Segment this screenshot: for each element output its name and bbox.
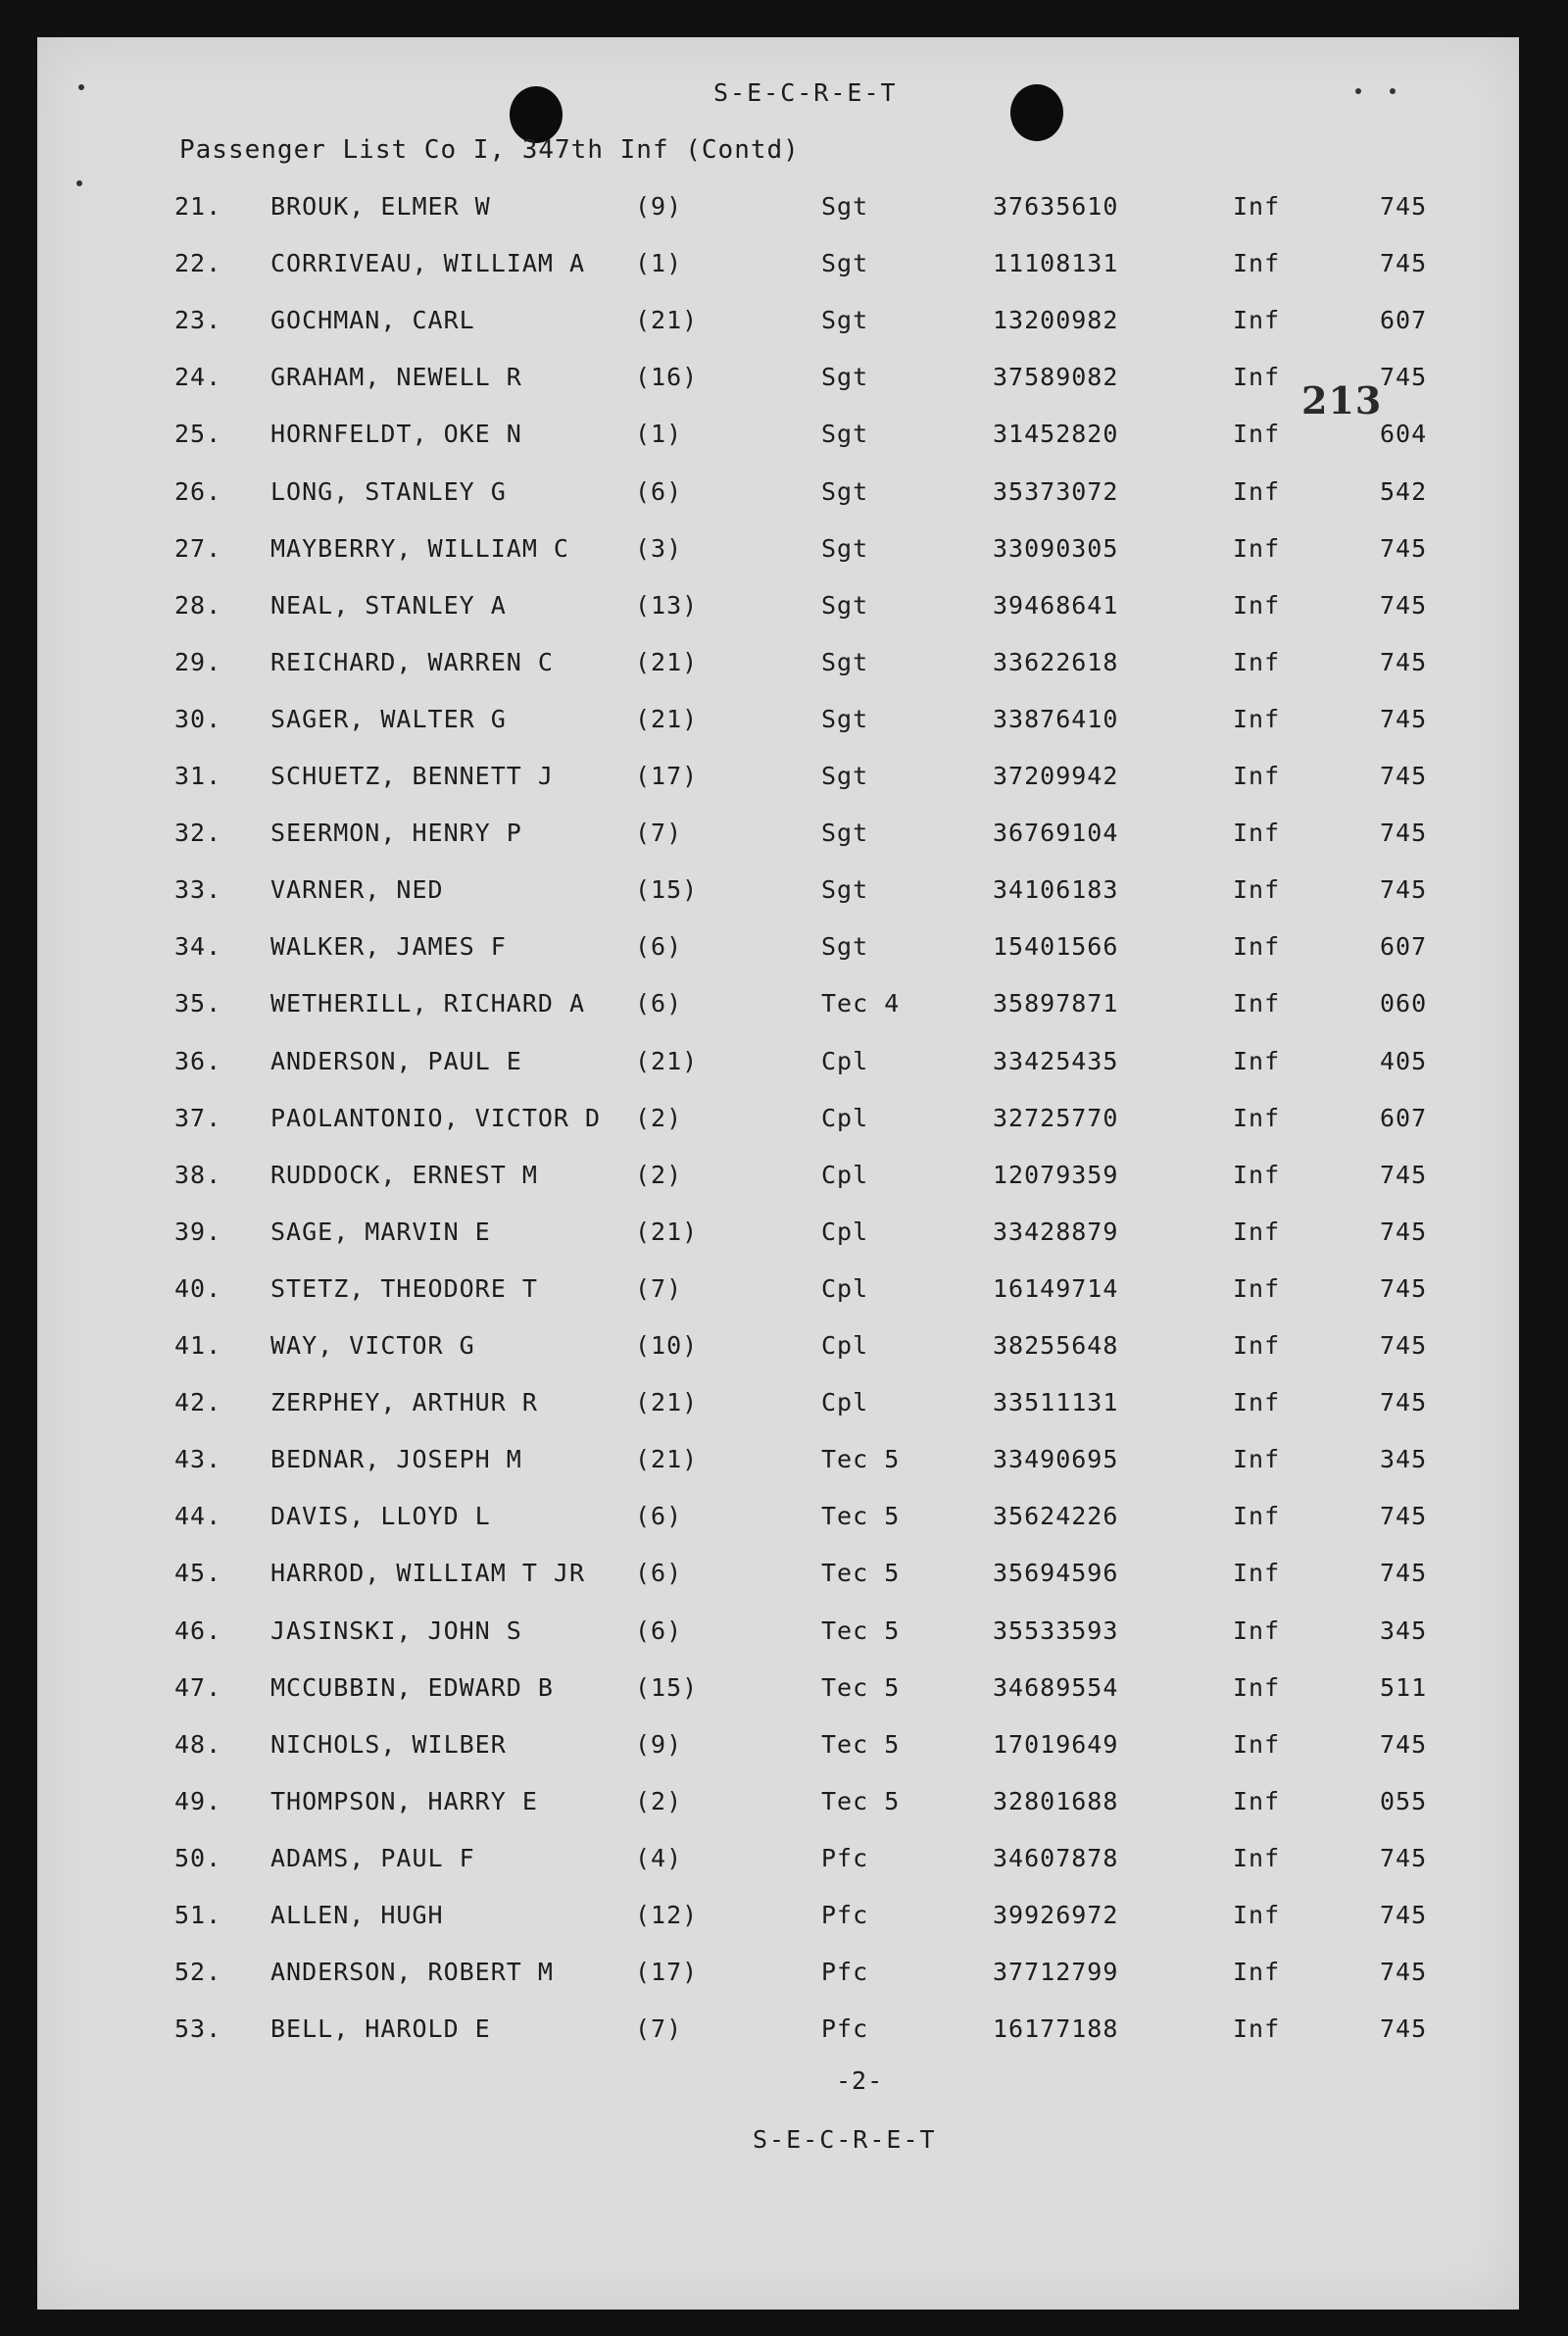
mos-code: 745 [1380,1901,1428,1929]
soldier-name: CORRIVEAU, WILLIAM A [270,249,586,278]
arm-of-service: Inf [1233,306,1281,335]
arm-of-service: Inf [1233,1559,1281,1588]
serial-number: 36769104 [993,819,1119,848]
table-row [37,192,1519,229]
table-row [37,1331,1519,1368]
soldier-name: ZERPHEY, ARTHUR R [270,1388,538,1417]
table-row [37,819,1519,856]
state-code: (10) [635,1331,699,1360]
speck [1390,88,1396,94]
table-row [37,591,1519,628]
arm-of-service: Inf [1233,420,1281,449]
table-row [37,1730,1519,1767]
rank: Sgt [821,420,869,449]
state-code: (2) [635,1160,683,1189]
arm-of-service: Inf [1233,1217,1281,1246]
serial-number: 37635610 [993,192,1119,221]
arm-of-service: Inf [1233,1729,1281,1759]
mos-code: 745 [1380,2014,1428,2044]
serial-number: 39926972 [993,1901,1119,1929]
row-number: 43. [174,1445,222,1474]
state-code: (7) [635,819,683,848]
state-code: (7) [635,2014,683,2044]
rank: Sgt [821,306,869,335]
row-number: 39. [174,1217,222,1246]
state-code: (2) [635,1103,683,1132]
row-number: 37. [174,1103,222,1132]
rank: Cpl [821,1217,869,1246]
state-code: (12) [635,1901,699,1929]
arm-of-service: Inf [1233,249,1281,278]
arm-of-service: Inf [1233,1273,1281,1303]
serial-number: 35624226 [993,1502,1119,1531]
rank: Tec 5 [821,1502,901,1531]
rank: Cpl [821,1160,869,1189]
soldier-name: BEDNAR, JOSEPH M [270,1445,522,1474]
mos-code: 745 [1380,1331,1428,1360]
rank: Cpl [821,1273,869,1303]
serial-number: 34106183 [993,875,1119,905]
soldier-name: BELL, HAROLD E [270,2014,491,2044]
row-number: 47. [174,1672,222,1702]
row-number: 48. [174,1729,222,1759]
rank: Tec 5 [821,1786,901,1815]
serial-number: 16177188 [993,2014,1119,2044]
state-code: (21) [635,1388,699,1417]
rank: Sgt [821,192,869,221]
row-number: 27. [174,533,222,563]
table-row [37,1388,1519,1425]
rank: Sgt [821,704,869,733]
mos-code: 060 [1380,989,1428,1019]
serial-number: 33511131 [993,1388,1119,1417]
soldier-name: HORNFELDT, OKE N [270,420,522,449]
serial-number: 33490695 [993,1445,1119,1474]
serial-number: 35533593 [993,1615,1119,1645]
mos-code: 745 [1380,1843,1428,1872]
serial-number: 35373072 [993,476,1119,506]
serial-number: 32725770 [993,1103,1119,1132]
state-code: (17) [635,1958,699,1987]
state-code: (21) [635,647,699,676]
rank: Cpl [821,1388,869,1417]
row-number: 53. [174,2014,222,2044]
arm-of-service: Inf [1233,363,1281,392]
mos-code: 745 [1380,875,1428,905]
state-code: (3) [635,533,683,563]
serial-number: 33428879 [993,1217,1119,1246]
rank: Tec 5 [821,1445,901,1474]
state-code: (9) [635,192,683,221]
state-code: (7) [635,1273,683,1303]
soldier-name: THOMPSON, HARRY E [270,1786,538,1815]
serial-number: 33090305 [993,533,1119,563]
soldier-name: PAOLANTONIO, VICTOR D [270,1103,602,1132]
arm-of-service: Inf [1233,1160,1281,1189]
rank: Sgt [821,363,869,392]
serial-number: 34689554 [993,1672,1119,1702]
mos-code: 745 [1380,1388,1428,1417]
mos-code: 055 [1380,1786,1428,1815]
row-number: 28. [174,590,222,620]
arm-of-service: Inf [1233,590,1281,620]
arm-of-service: Inf [1233,1502,1281,1531]
table-row [37,1616,1519,1654]
rank: Tec 5 [821,1729,901,1759]
mos-code: 745 [1380,1559,1428,1588]
state-code: (6) [635,1559,683,1588]
arm-of-service: Inf [1233,819,1281,848]
soldier-name: WALKER, JAMES F [270,932,507,962]
arm-of-service: Inf [1233,1672,1281,1702]
state-code: (21) [635,1445,699,1474]
mos-code: 542 [1380,476,1428,506]
table-row [37,420,1519,457]
row-number: 29. [174,647,222,676]
state-code: (6) [635,1615,683,1645]
mos-code: 745 [1380,1217,1428,1246]
speck [78,84,84,90]
rank: Pfc [821,1958,869,1987]
serial-number: 35897871 [993,989,1119,1019]
soldier-name: STETZ, THEODORE T [270,1273,538,1303]
soldier-name: REICHARD, WARREN C [270,647,554,676]
soldier-name: LONG, STANLEY G [270,476,507,506]
state-code: (13) [635,590,699,620]
soldier-name: NICHOLS, WILBER [270,1729,507,1759]
row-number: 25. [174,420,222,449]
soldier-name: SCHUETZ, BENNETT J [270,762,554,790]
row-number: 42. [174,1388,222,1417]
row-number: 24. [174,363,222,392]
soldier-name: WAY, VICTOR G [270,1331,475,1360]
rank: Cpl [821,1331,869,1360]
rank: Tec 5 [821,1559,901,1588]
mos-code: 745 [1380,1273,1428,1303]
classification-top: S-E-C-R-E-T [713,78,898,107]
serial-number: 33876410 [993,704,1119,733]
soldier-name: MAYBERRY, WILLIAM C [270,533,569,563]
soldier-name: VARNER, NED [270,875,444,905]
row-number: 21. [174,192,222,221]
soldier-name: GOCHMAN, CARL [270,306,475,335]
mos-code: 745 [1380,363,1428,392]
soldier-name: SAGER, WALTER G [270,704,507,733]
arm-of-service: Inf [1233,762,1281,790]
state-code: (4) [635,1843,683,1872]
arm-of-service: Inf [1233,704,1281,733]
soldier-name: ALLEN, HUGH [270,1901,444,1929]
table-row [37,534,1519,572]
state-code: (15) [635,1672,699,1702]
mos-code: 745 [1380,590,1428,620]
arm-of-service: Inf [1233,1046,1281,1075]
arm-of-service: Inf [1233,1103,1281,1132]
arm-of-service: Inf [1233,1331,1281,1360]
soldier-name: ADAMS, PAUL F [270,1843,475,1872]
row-number: 23. [174,306,222,335]
mos-code: 745 [1380,704,1428,733]
state-code: (17) [635,762,699,790]
soldier-name: DAVIS, LLOYD L [270,1502,491,1531]
row-number: 44. [174,1502,222,1531]
serial-number: 38255648 [993,1331,1119,1360]
mos-code: 745 [1380,647,1428,676]
serial-number: 16149714 [993,1273,1119,1303]
rank: Tec 5 [821,1615,901,1645]
soldier-name: SAGE, MARVIN E [270,1217,491,1246]
rank: Sgt [821,647,869,676]
state-code: (2) [635,1786,683,1815]
row-number: 40. [174,1273,222,1303]
speck [1355,88,1361,94]
table-row [37,363,1519,400]
table-row [37,648,1519,685]
table-row [37,1047,1519,1084]
mos-code: 604 [1380,420,1428,449]
soldier-name: NEAL, STANLEY A [270,590,507,620]
row-number: 34. [174,932,222,962]
stamp-number: 213 [1301,378,1383,422]
row-number: 22. [174,249,222,278]
table-row [37,705,1519,742]
classification-bottom: S-E-C-R-E-T [753,2125,937,2154]
state-code: (6) [635,932,683,962]
table-row [37,1673,1519,1711]
table-row [37,477,1519,515]
mos-code: 511 [1380,1672,1428,1702]
soldier-name: WETHERILL, RICHARD A [270,989,586,1019]
mos-code: 607 [1380,932,1428,962]
table-row [37,932,1519,969]
rank: Cpl [821,1046,869,1075]
soldier-name: GRAHAM, NEWELL R [270,363,522,392]
document-page [37,37,1519,2310]
table-row [37,249,1519,286]
state-code: (15) [635,875,699,905]
soldier-name: ANDERSON, ROBERT M [270,1958,554,1987]
table-row [37,989,1519,1026]
rank: Pfc [821,2014,869,2044]
table-row [37,1787,1519,1824]
serial-number: 11108131 [993,249,1119,278]
serial-number: 37209942 [993,762,1119,790]
rank: Tec 4 [821,989,901,1019]
table-row [37,1844,1519,1881]
mos-code: 607 [1380,1103,1428,1132]
arm-of-service: Inf [1233,989,1281,1019]
arm-of-service: Inf [1233,1445,1281,1474]
table-row [37,1445,1519,1482]
rank: Sgt [821,476,869,506]
rank: Tec 5 [821,1672,901,1702]
mos-code: 745 [1380,533,1428,563]
arm-of-service: Inf [1233,1843,1281,1872]
table-row [37,762,1519,799]
state-code: (6) [635,989,683,1019]
row-number: 51. [174,1901,222,1929]
arm-of-service: Inf [1233,533,1281,563]
arm-of-service: Inf [1233,647,1281,676]
arm-of-service: Inf [1233,1615,1281,1645]
row-number: 30. [174,704,222,733]
table-row [37,2014,1519,2052]
arm-of-service: Inf [1233,1388,1281,1417]
mos-code: 745 [1380,1958,1428,1987]
mos-code: 745 [1380,819,1428,848]
serial-number: 17019649 [993,1729,1119,1759]
serial-number: 37589082 [993,363,1119,392]
rank: Pfc [821,1901,869,1929]
table-row [37,306,1519,343]
rank: Sgt [821,875,869,905]
soldier-name: MCCUBBIN, EDWARD B [270,1672,554,1702]
rank: Sgt [821,932,869,962]
rank: Sgt [821,819,869,848]
state-code: (21) [635,704,699,733]
table-row [37,1161,1519,1198]
rank: Cpl [821,1103,869,1132]
mos-code: 745 [1380,1729,1428,1759]
serial-number: 33622618 [993,647,1119,676]
serial-number: 33425435 [993,1046,1119,1075]
arm-of-service: Inf [1233,1786,1281,1815]
row-number: 50. [174,1843,222,1872]
row-number: 31. [174,762,222,790]
row-number: 33. [174,875,222,905]
arm-of-service: Inf [1233,2014,1281,2044]
mos-code: 345 [1380,1445,1428,1474]
serial-number: 32801688 [993,1786,1119,1815]
state-code: (16) [635,363,699,392]
rank: Sgt [821,533,869,563]
table-row [37,1958,1519,1995]
row-number: 32. [174,819,222,848]
state-code: (21) [635,306,699,335]
state-code: (21) [635,1217,699,1246]
row-number: 41. [174,1331,222,1360]
table-row [37,1218,1519,1255]
mos-code: 745 [1380,1502,1428,1531]
row-number: 49. [174,1786,222,1815]
soldier-name: SEERMON, HENRY P [270,819,522,848]
serial-number: 15401566 [993,932,1119,962]
table-row [37,1104,1519,1141]
table-row [37,1274,1519,1312]
rank: Sgt [821,249,869,278]
row-number: 38. [174,1160,222,1189]
rank: Sgt [821,762,869,790]
serial-number: 12079359 [993,1160,1119,1189]
rank: Pfc [821,1843,869,1872]
serial-number: 34607878 [993,1843,1119,1872]
row-number: 36. [174,1046,222,1075]
state-code: (1) [635,420,683,449]
mos-code: 745 [1380,192,1428,221]
mos-code: 745 [1380,249,1428,278]
arm-of-service: Inf [1233,932,1281,962]
mos-code: 607 [1380,306,1428,335]
mos-code: 745 [1380,1160,1428,1189]
serial-number: 39468641 [993,590,1119,620]
soldier-name: HARROD, WILLIAM T JR [270,1559,586,1588]
serial-number: 35694596 [993,1559,1119,1588]
speck [76,180,82,186]
soldier-name: BROUK, ELMER W [270,192,491,221]
table-row [37,1502,1519,1539]
punch-hole-right [1010,84,1063,141]
serial-number: 13200982 [993,306,1119,335]
mos-code: 405 [1380,1046,1428,1075]
table-row [37,875,1519,913]
arm-of-service: Inf [1233,875,1281,905]
mos-code: 745 [1380,762,1428,790]
soldier-name: RUDDOCK, ERNEST M [270,1160,538,1189]
state-code: (1) [635,249,683,278]
state-code: (6) [635,476,683,506]
row-number: 46. [174,1615,222,1645]
row-number: 45. [174,1559,222,1588]
page-title: Passenger List Co I, 347th Inf (Contd) [179,135,800,165]
soldier-name: JASINSKI, JOHN S [270,1615,522,1645]
table-row [37,1559,1519,1596]
page-number: -2- [836,2066,884,2095]
row-number: 35. [174,989,222,1019]
arm-of-service: Inf [1233,1901,1281,1929]
row-number: 52. [174,1958,222,1987]
arm-of-service: Inf [1233,1958,1281,1987]
arm-of-service: Inf [1233,192,1281,221]
state-code: (21) [635,1046,699,1075]
table-row [37,1901,1519,1938]
arm-of-service: Inf [1233,476,1281,506]
mos-code: 345 [1380,1615,1428,1645]
rank: Sgt [821,590,869,620]
state-code: (9) [635,1729,683,1759]
serial-number: 31452820 [993,420,1119,449]
serial-number: 37712799 [993,1958,1119,1987]
row-number: 26. [174,476,222,506]
state-code: (6) [635,1502,683,1531]
soldier-name: ANDERSON, PAUL E [270,1046,522,1075]
